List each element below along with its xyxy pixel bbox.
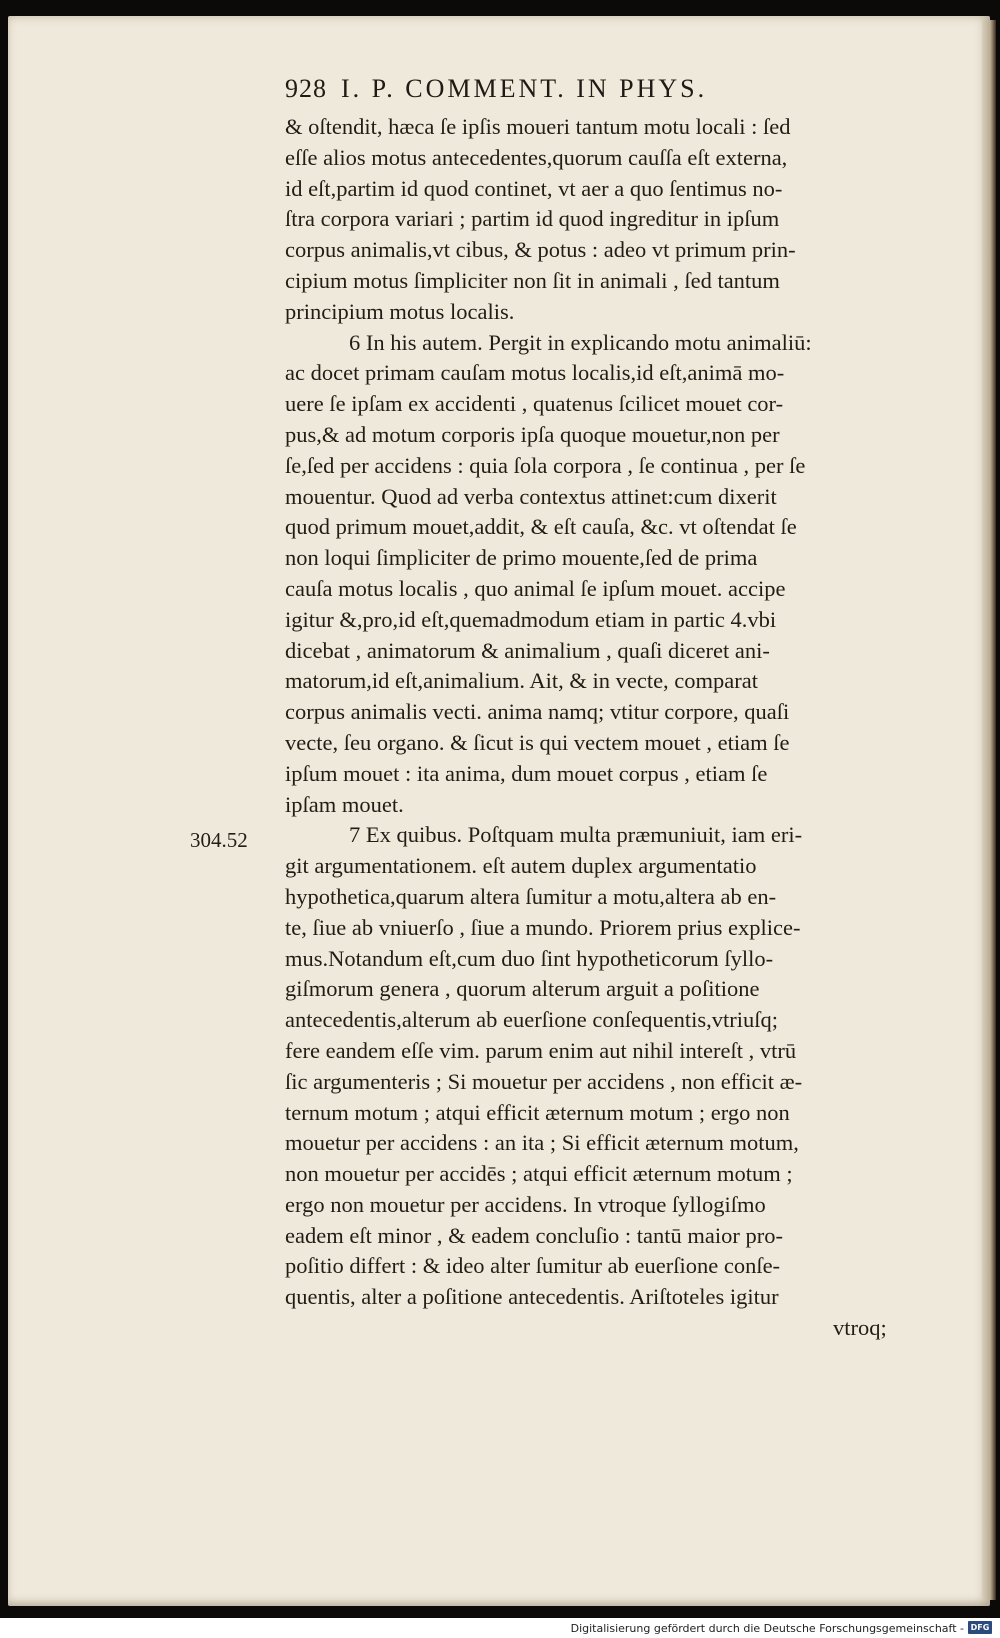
text-line: cauſa motus localis , quo animal ſe ipſum mouet. accipe <box>285 575 786 601</box>
text-line: giſmorum genera , quorum alterum arguit a poſitione <box>285 976 760 1002</box>
text-line: igitur &,pro,id eſt,quemadmodum etiam in partic 4.vbi <box>285 606 777 632</box>
text-line: uere ſe ipſam ex accidenti , quatenus ſcilicet mouet cor- <box>285 391 784 417</box>
text-line: id eſt,partim id quod continet, vt aer a quo ſentimus no- <box>285 175 783 201</box>
text-line: git argumentationem. eſt autem duplex argumentatio <box>285 853 757 879</box>
margin-note: 304.52 <box>190 828 248 852</box>
text-line: corpus animalis vecti. anima namq; vtitur corpore, quaſi <box>285 699 790 725</box>
text-line: ternum motum ; atqui efficit æternum motum ; ergo non <box>285 1099 790 1125</box>
text-line: ſic argumenteris ; Si mouetur per accidens , non efficit æ- <box>285 1068 803 1094</box>
text-line: matorum,id eſt,animalium. Ait, & in vecte, comparat <box>285 668 759 694</box>
text-line: poſitio differt : & ideo alter ſumitur ab euerſione conſe- <box>285 1253 781 1279</box>
text-line: ipſum mouet : ita anima, dum mouet corpus , etiam ſe <box>285 760 768 786</box>
page-number: 928 <box>285 74 327 103</box>
text-line: pus,& ad motum corporis ipſa quoque mouetur,non per <box>285 421 780 447</box>
text-line: mouetur per accidens : an ita ; Si efficit æternum motum, <box>285 1130 799 1156</box>
text-line: non mouetur per accidēs ; atqui efficit æternum motum ; <box>285 1161 793 1187</box>
text-line: ergo non mouetur per accidens. In vtroque ſyllogiſmo <box>285 1191 766 1217</box>
text-line: fere eandem eſſe vim. parum enim aut nihil intereſt , vtrū <box>285 1037 797 1063</box>
digitization-credit: Digitalisierung gefördert durch die Deutsche Forschungsgemeinschaft - <box>570 1622 964 1635</box>
text-line: ſtra corpora variari ; partim id quod ingreditur in ipſum <box>285 206 780 232</box>
text-line: hypothetica,quarum altera ſumitur a motu,altera ab en- <box>285 883 777 909</box>
text-line: mus.Notandum eſt,cum duo ſint hypotheticorum ſyllo- <box>285 945 774 971</box>
text-line: ac docet primam cauſam motus localis,id eſt,animā mo- <box>285 360 785 386</box>
text-line: non loqui ſimpliciter de primo mouente,ſed de prima <box>285 545 758 571</box>
dfg-logo-icon[interactable]: DFG <box>968 1621 992 1634</box>
paragraph-start-line: 6 In his autem. Pergit in explicando motu animaliū: <box>349 329 812 355</box>
text-line: quentis, alter a poſitione antecedentis. Ariſtoteles igitur <box>285 1284 779 1310</box>
text-line: eadem eſt minor , & eadem concluſio : tantū maior pro- <box>285 1222 783 1248</box>
text-line: ipſam mouet. <box>285 791 404 817</box>
text-line: & oſtendit, hæca ſe ipſis moueri tantum motu locali : ſed <box>285 114 791 139</box>
paragraph-start-line: 7 Ex quibus. Poſtquam multa præmuniuit, iam eri- <box>349 822 803 848</box>
text-line: mouentur. Quod ad verba contextus attinet:cum dixerit <box>285 483 777 509</box>
page-edge <box>982 20 996 1600</box>
running-header <box>285 74 885 114</box>
text-line: quod primum mouet,addit, & eſt cauſa, &c. vt oſtendat ſe <box>285 514 797 540</box>
text-line: antecedentis,alterum ab euerſione conſequentis,vtriuſq; <box>285 1007 778 1033</box>
text-line: vecte, ſeu organo. & ſicut is qui vectem mouet , etiam ſe <box>285 729 790 755</box>
text-line: principium motus localis. <box>285 298 515 324</box>
text-line: ſe,ſed per accidens : quia ſola corpora , ſe continua , per ſe <box>285 452 806 478</box>
text-line: eſſe alios motus antecedentes,quorum cauſſa eſt externa, <box>285 144 788 170</box>
text-line: dicebat , animatorum & animalium , quaſi diceret ani- <box>285 637 770 663</box>
running-head-title: I. P. COMMENT. IN PHYS. <box>341 74 708 103</box>
catchword: vtroq; <box>833 1315 887 1341</box>
body-text <box>285 112 925 1344</box>
text-line: cipium motus ſimpliciter non ſit in animali , ſed tantum <box>285 267 780 293</box>
text-line: corpus animalis,vt cibus, & potus : adeo vt primum prin- <box>285 237 796 263</box>
text-line: te, ſiue ab vniuerſo , ſiue a mundo. Priorem prius explice- <box>285 914 801 940</box>
